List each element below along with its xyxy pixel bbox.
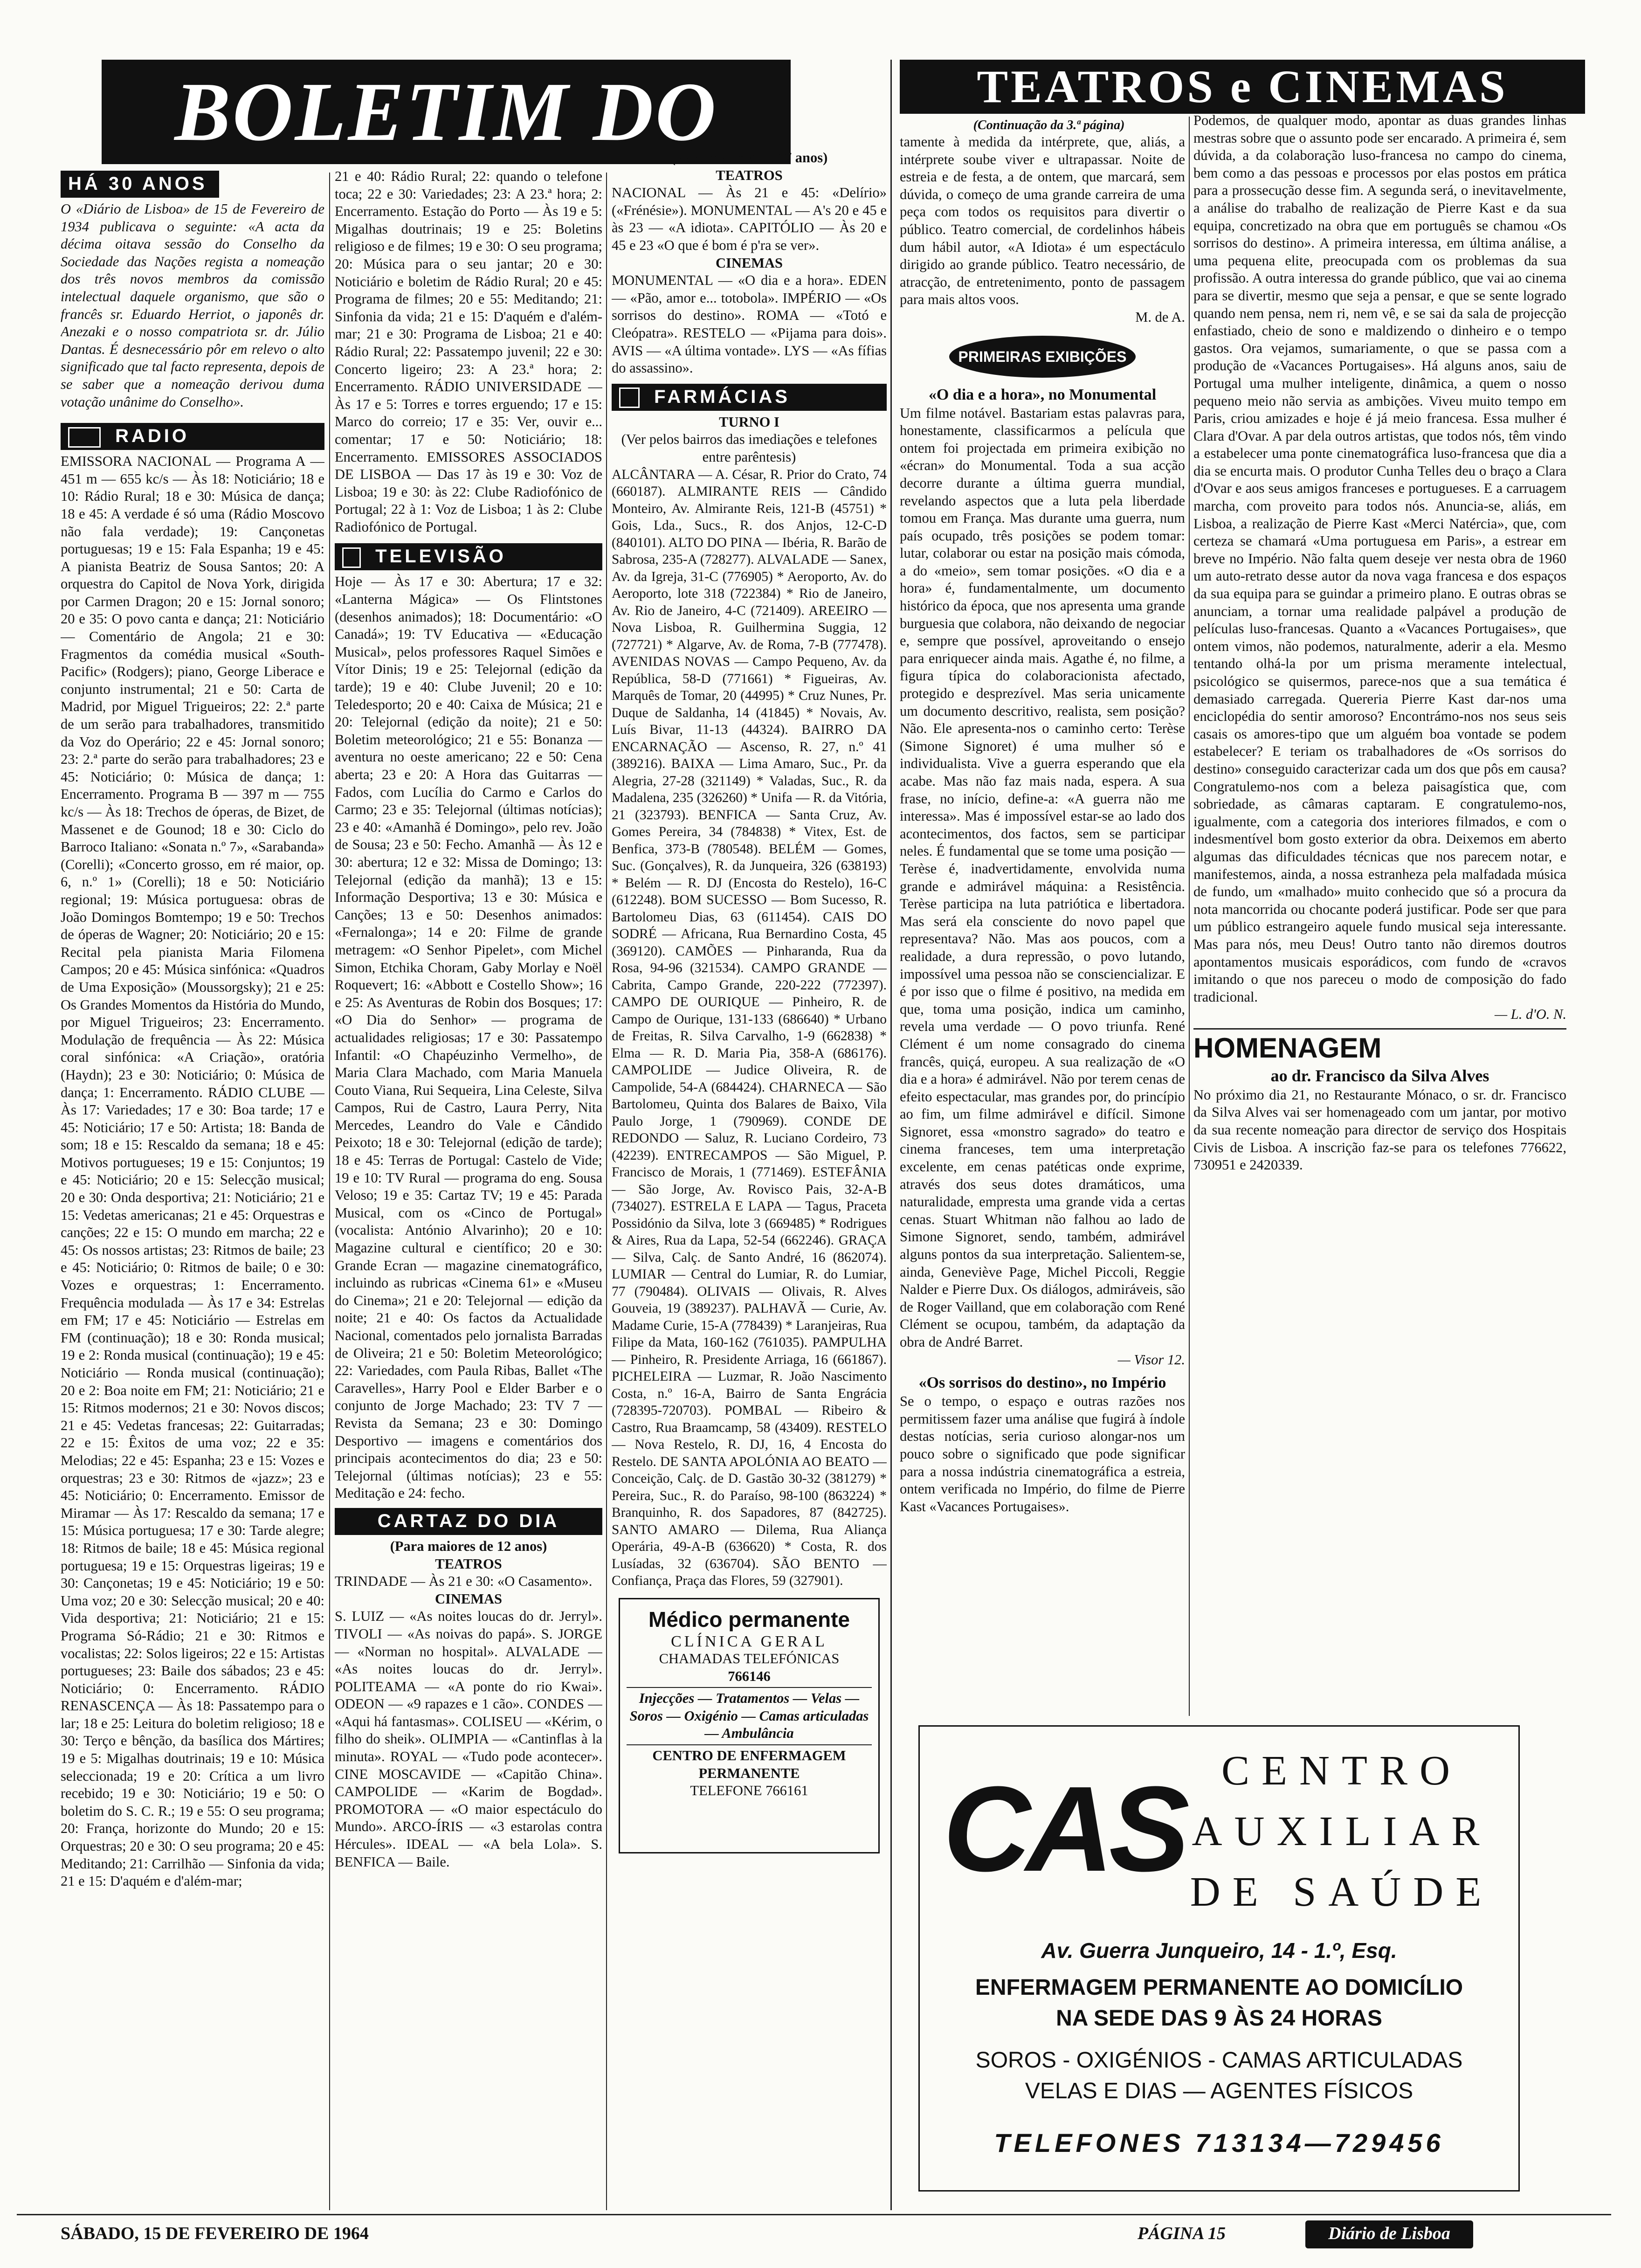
cas-line-2: AUXILIAR [1192, 1808, 1492, 1854]
medico-title: Médico permanente [648, 1607, 850, 1632]
column-5 [1193, 112, 1566, 1716]
medico-clinica: CLÍNICA GERAL [671, 1632, 827, 1650]
column-1 [61, 168, 324, 2210]
cas-address: Av. Guerra Junqueiro, 14 - 1.º, Esq. [1041, 1938, 1397, 1963]
footer-date: SÁBADO, 15 DE FEVEREIRO DE 1964 [61, 2224, 369, 2243]
televisao-header [335, 543, 602, 570]
tv-icon [342, 547, 361, 568]
medico-tel1: 766146 [728, 1668, 771, 1684]
farmacias-list: ALCÂNTARA — A. César, R. Prior do Crato, 74 (660187). ALMIRANTE REIS — Cândido Monteiro, Av. Almirante Reis, 121-B (45751) * Gois, Lda., Sucs., R. dos Anjos, 12-C-D (840101). ALTO DO PINA — Ibéria, R. Barão de Sabrosa, 235-A (728277). ALVALADE — Sanex, Av. da Igreja, 31-C (776905) * Aeroporto, Av. do Aeroporto, lote 318 (722384) * Rio de Janeiro, Av. Rio de Janeiro, 4-C (721409). AREEIRO — Nova Lisboa, R. Guilhermina Suggia, 12 (727721) * Algarve, Av. de Roma, 7-B (777478). AVENIDAS NOVAS — Campo Pequeno, Av. da República, 58-D (771661) * Figueiras, Av. Marquês de Tomar, 20 (44995) * Cruz Nunes, Pr. Duque de Saldanha, 14 (41845) * Novais, Av. Luís Bivar, 11-13 (44324). BAIRRO DA ENCARNAÇÃO — Ascenso, R. 27, n.º 41 (389216). BAIXA — Lima Amaro, Suc., Pr. da Alegria, 27-28 (321149) * Valadas, Suc., R. da Madalena, 235 (326260) * Unifa — R. da Vitória, 21 (323793). BENFICA — Santa Cruz, Av. Gomes Pereira, 34 (784838) * Vitex, Est. de Benfica, 373-B (780548). BELÉM — Gomes, Suc. (Gonçalves), R. da Junqueira, 326 (638193) * Belém — R. DJ (Encosta do Restelo), 16-C (612248). BOM SUCESSO — Bom Sucesso, R. Bartolomeu Dias, 63 (611454). CAIS DO SODRÉ — Africana, Rua Bernardino Costa, 45 (369120). CAMÕES — Pinharanda, Rua da Rosa, 94-96 (321534). CAMPO GRANDE — Cabrita, Campo Grande, 220-222 (772397). CAMPO DE OURIQUE — Pinheiro, R. de Campo de Ourique, 131-133 (686640) * Urbano de Freitas, R. Silva Carvalho, 1-9 (662838) * Elma — R. D. Maria Pia, 358-A (686176). CAMPOLIDE — Judice Oliveira, R. de Campolide, 54-A (684424). CHARNECA — São Bartolomeu, Quinta dos Balares de Baixo, Vila Paulo Jorge, 1 (790969). CONDE DE REDONDO — Saluz, R. Luciano Cordeiro, 73 (42239). ENTRECAMPOS — São Miguel, P. Francisco de Morais, 1 (771469). ESTEFÂNIA — São Jorge, Av. Rovisco Pais, 32-A-B (734027). ESTRELA E LAPA — Tagus, Praceta Possidónio da Silva, lote 3 (669485) * Rodrigues & Aires, Rua da Lapa, 52-54 (662246). GRAÇA — Silva, Calç. de Santo André, 16 (862074). LUMIAR — Central do Lumiar, R. do Lumiar, 77 (790484). OLIVAIS — Olivais, R. Alves Gouveia, 19 (389237). PALHAVÃ — Curie, Av. Madame Curie, 15-A (778439) * Laranjeiras, Rua Filipe da Mata, 160-162 (761035). PAMPULHA — Pinheiro, R. Presidente Arriaga, 16 (661867). PICHELEIRA — Luzmar, R. João Nascimento Costa, n.º 16-A, Bairro de Santa Engrácia (728395-720703). POMBAL — Ribeiro & Castro, Rua Braamcamp, 58 (43409). RESTELO — Nova Restelo, R. DJ, 16, 4 Encosta do Restelo. DE SANTA APOLÓNIA AO BEATO — Conceição, Calç. de D. Gastão 30-32 (381279) * Pereira, Suc., R. do Paraíso, 98-100 (863224) * Branquinho, R. dos Sapadores, 87 (842725). SANTO AMARO — Dilema, Rua Aliança Operária, 49-A-B (636620) * Costa, R. dos Lusíadas, 32 (636704). SÃO BENTO — Confiança, Praça das Flores, 59 (327901). [612, 467, 887, 1588]
cartaz-teatros: TRINDADE — Às 21 e 30: «O Casamento». [335, 1573, 593, 1590]
primeiras-sign-1: — Visor 12. [1117, 1351, 1185, 1368]
cas-serv-1: SOROS - OXIGÉNIOS - CAMAS ARTICULADAS [975, 2048, 1463, 2073]
ha30-text: O «Diário de Lisboa» de 15 de Fevereiro de 1934 publicava o seguinte: «A acta da décima oitava sessão do Conselho da Sociedade das Nações regista a nomeação dos três novos membros da comissão intelectual daquele organismo, que são o francês sr. Eduardo Herriot, o japonês dr. Anezaki e o nosso compatriota sr. dr. Júlio Dantas. É desnecessário pôr em relevo o alto significado que tal facto representa, depois de se saber que a nomeação derivou duma votação unânime do Conselho». [61, 201, 324, 410]
cas-enf-2: NA SEDE DAS 9 ÀS 24 HORAS [1056, 2006, 1382, 2031]
radio-icon [68, 427, 101, 448]
ha30-title: HÁ 30 ANOS [68, 173, 207, 194]
primeiras-title: PRIMEIRAS EXIBIÇÕES [958, 348, 1127, 365]
cartaz-title: CARTAZ DO DIA [377, 1510, 560, 1531]
cas-ad [918, 1725, 1520, 2192]
medico-servicos: Injecções — Tratamentos — Velas — Soros — Oxigénio — Camas articuladas — Ambulância [629, 1690, 869, 1742]
cas-enf-1: ENFERMAGEM PERMANENTE AO DOMICÍLIO [975, 1975, 1463, 2000]
ha30-header [61, 171, 219, 198]
pharmacy-icon [619, 387, 640, 408]
cas-telefones: TELEFONES 713134—729456 [994, 2128, 1444, 2157]
primeiras-body-1: Um filme notável. Bastariam estas palavras para, honestamente, classificarmos a película que ontem foi projectada em primeira exibição no «écran» do Monumental. Toda a sua acção decorre durante a última guerra mundial, revelando aspectos que a luta pela liberdade tomou em França. Mas durante uma guerra, num país ocupado, três posições se podem tomar: lutar, colaborar ou estar na posição mais cómoda, a do «meio», sem tomar posições. «O dia e a hora» é, fundamentalmente, um documento histórico da época, que nos apresenta uma grande burguesia que colabora, não deixando de negociar e, sempre que possível, aproveitando o ensejo para enriquecer ainda mais. Agathe é, no filme, a figura típica do colaboracionista afectado, protegido e desprezível. Mas seria unicamente um documento descritivo, realista, sem posição? Não. Ele apresenta-nos o caminho certo: Terèse (Simone Signoret) é uma mulher só e individualista. Vive a guerra esperando que ela acabe. Mas não faz mais nada, espera. A sua frase, no início, define-a: «A guerra não me interessa». Mas é impossível estar-se ao lado dos acontecimentos, dos factos, sem se participar neles. É fundamental que se tome uma posição — Terèse é, inadvertidamente, envolvida numa grande e admirável máquina: a Resistência. Terèse participa na luta patriótica e libertadora. Mas será ela consciente do novo papel que representava? Não. Mas aos poucos, com a realidade, a dura repressão, o povo lutando, impossível uma pessoa não se consciencializar. E é por isso que o filme é positivo, na medida em que, toma uma posição, indica um caminho, revela uma verdade — O povo triunfa. René Clément é um nome consagrado do cinema francês, quiçá, europeu. A sua realização de «O dia e a hora» é admirável. Não por terem cenas de efeito espectacular, mas grandes por, do princípio ao fim, um filme admirável e difícil. Simone Signoret, essa «monstro sagrado» do teatro e cinema franceses, tem uma interpretação excelente, em cenas patéticas onde exprime, através dos seus dotes dramáticos, uma naturalidade, empresta uma grande vida a certas cenas. Stuart Whitman não falhou ao lado de Simone Signoret, sendo, também, admirável alguns pontos da sua interpretação. Salientem-se, ainda, Geneviève Page, Michel Piccoli, Reggie Nalder e Pierre Dux. Os diálogos, admiráveis, são de Roger Vailland, que em colaboração com René Clément se ocupou, também, da adaptação da obra de André Barret. [900, 405, 1185, 1350]
column-2 [335, 168, 602, 2210]
c3-teatros-heading: TEATROS [716, 167, 783, 183]
c3-teatros: NACIONAL — Às 21 e 45: «Delírio» («Frénésie»). MONUMENTAL — A's 20 e 45 e às 23 — «A idiota». CAPITÓLIO — Às 20 e 45 e 23 «O que é bom é p'ra se ver». [612, 185, 887, 253]
column-3 [612, 149, 887, 2210]
primeiras-heading-1: «O dia e a hora», no Monumental [928, 386, 1157, 403]
c5-signature: — L. d'O. N. [1495, 1006, 1566, 1023]
boletim-title: BOLETIM DO [174, 65, 718, 158]
farmacias-title: FARMÁCIAS [654, 386, 790, 407]
boletim-masthead [102, 60, 791, 164]
homenagem-title: HOMENAGEM [1193, 1032, 1382, 1064]
column-4 [900, 133, 1185, 1719]
cartaz-cinemas-heading: CINEMAS [434, 1590, 503, 1607]
radio-header [61, 423, 324, 450]
cas-logo: CAS [943, 1762, 1185, 1897]
cas-line-3: DE SAÚDE [1190, 1869, 1494, 1915]
c4-signature: M. de A. [1135, 309, 1185, 325]
farmacias-turno: TURNO I [719, 414, 779, 430]
c3-cinemas-heading: CINEMAS [715, 255, 783, 271]
c5-text: Podemos, de qualquer modo, apontar as duas grandes linhas mestras sobre que o assunto pode ser encarado. A primeira é, sem dúvida, a da colaboração luso-francesa no campo do cinema, bem como a das pessoas e processos por elas postos em prática para a prossecução desse fim. A segunda será, o inevitavelmente, a análise do trabalho de realização de Pierre Kast e da sua equipa, concretizado na obra que em português se chamou «Os sorrisos do destino». A primeira interessa, em última análise, a uma pequena elite, preocupada com os problemas da sua profissão. A outra interessa do grande público, que vai ao cinema para se divertir, mesmo que seja a pensar, e que se sente logrado quando nem pensa, nem ri, nem vê, e se sai da sala de projecção enfastiado, cheio de sono e maldizendo o dinheiro e o tempo gastos. Ora vejamos, sumariamente, o que se passa com a produção de «Vacances Portugaises». Há alguns anos, saiu de Portugal uma mulher inteligente, dinâmica, a quem o nosso pequeno meio não servia as ambições. Viveu muito tempo em Paris, criou amizades e hoje é já meio francesa. Essa mulher é Clara d'Ovar. A par dela outros artistas, que todos nós, têm vindo a estabelecer uma ponte cinematográfica luso-francesa que dia a dia se encurta mais. O produtor Cunha Telles deu o braço a Clara d'Ovar e aos seus amigos franceses e portugueses. E a carruagem marcha, com proveito para todos nós. Anuncia-se, aliás, em Lisboa, a realização de Pierre Kast «Merci Natércia», que, com certeza se chamará «Uma portuguesa em Paris», a estrear em breve no Império. Não falta quem deseje ver nesta obra de 1960 um auto-retrato desse autor da nova vaga francesa e dos espaços da sua equipa para se guindar a primeiro plano. E outras obras se anunciam, a tornar uma realidade palpável a produção de películas luso-francesas. Quanto a «Vacances Portugaises», que ontem vimos, não podemos, naturalmente, aderir a ela. Mesmo tentando olhá-la por um prisma meramente intelectual, psicológico se quisermos, parece-nos que a sua temática é demasiado carregada. Quereria Pierre Kast dar-nos uma enciclopédia do sentir amoroso? Encontrámo-nos nos seus seis casais os amores-tipo que um alguém boa vontade se podem estabelecer? E teriam os trabalhadores de «Os sorrisos do destino» conseguido caracterizar cada um dos que pôs em causa? Congratulemo-nos com a beleza paisagística que, com sobriedade, as câmaras captaram. E congratulemo-nos, igualmente, com a categoria dos interiores filmados, e com o indesmentível bom gosto exterior da obra. Deixemos em aberto algumas das dificuldades técnicas que nos parecem notar, e manifestemos, ainda, a nossa estranheza pela malfadada música de fundo, um «malhado» muito conhecido que só a procura da nota mancorrida ou chocante poderá justificar. Pode ser que para um público estrangeiro aquele fundo musical seja interessante. Mas para nós, meu Deus! Outro tanto não diremos doutros apontamentos musicais esporádicos, com fundo de «cravos imitando o que nos pareceu o modo de composição do fado tradicional. [1193, 112, 1566, 1005]
cartaz-cinemas: S. LUIZ — «As noites loucas do dr. Jerryl». TIVOLI — «As noivas do papá». S. JORGE — «Norman no hospital». ALVALADE — «As noites loucas do dr. Jerryl». POLITEAMA — «A ponte do rio Kwai». ODEON — «9 rapazes e 1 cão». CONDES — «Aqui há fantasmas». COLISEU — «Kérim, o filho do sheik». OLIMPIA — «Cantinflas à la minuta». ROYAL — «Tudo pode acontecer». CINE MOSCAVIDE — «Capitão China». CAMPOLIDE — «Karim de Bogdad». PROMOTORA — «O maior espectáculo do Mundo». ARCO-ÍRIS — «3 estarolas contra Hércules». IDEAL — «A bela Lola». S. BENFICA — Baile. [335, 1608, 602, 1870]
cartaz-teatros-heading: TEATROS [435, 1556, 502, 1572]
primeiras-banner [949, 336, 1136, 378]
cartaz-subtitle: (Para maiores de 12 anos) [390, 1538, 547, 1554]
medico-tel2: TELEFONE 766161 [690, 1783, 808, 1799]
radio-title: RADIO [115, 426, 190, 447]
teatros-subtitle: (Continuação da 3.ª página) [973, 118, 1125, 132]
cas-line-1: CENTRO [1221, 1748, 1462, 1794]
footer-paper-name: Diário de Lisboa [1305, 2220, 1473, 2248]
radio-continued: 21 e 40: Rádio Rural; 22: quando o telefone toca; 22 e 30: Variedades; 23: A 23.ª hora; 2: Encerramento. Estação do Porto — Às 19 e 5: Migalhas doutrinais; 19 e 25: Boletins religioso e de filmes; 19 e 30: O seu programa; 20: Música para o seu jantar; 20 e 30: Noticiário e boletim de Rádio Rural; 20 e 45: Programa de filmes; 20 e 55: Meditando; 21: Sinfonia da vida; 21 e 15: D'aquém e d'além-mar; 21 e 30: Programa de Lisboa; 21 e 40: Rádio Rural; 22: Passatempo juvenil; 22 e 30: Concerto ligeiro; 23: A 23.ª hora; 2: Encerramento. RÁDIO UNIVERSIDADE — Às 17 e 5: Torres e torres erguendo; 17 e 15: Marco do correio; 17 e 35: Ver, ouvir e... comentar; 17 e 50: Noticiário; 18: Encerramento. EMISSORES ASSOCIADOS DE LISBOA — Das 17 às 19 e 30: Voz de Lisboa; 19 e 30: às 22: Clube Radiofónico de Portugal; 22 à 1: Voz de Lisboa; 1 às 2: Clube Radiofónico de Portugal. [335, 168, 602, 535]
teatros-masthead [900, 60, 1585, 114]
radio-text: EMISSORA NACIONAL — Programa A — 451 m — 655 kc/s — Às 18: Noticiário; 18 e 10: Rádio Rural; 18 e 30: Música de dança; 18 e 45: A verdade é só uma (Rádio Moscovo não fala verdade); 19: Cançonetas portuguesas; 19 e 15: Fala Espanha; 19 e 45: A pianista Beatriz de Sousa Santos; 20: A orquestra do Capitol de Nova York, dirigida por Carmen Dragon; 20 e 15: Jornal sonoro; 20 e 35: O povo canta e dança; 21: Noticiário — Comentário de Angola; 21 e 30: Fragmentos da comédia musical «South-Pacific» (Rodgers); piano, George Liberace e conjunto instrumental; 21 e 50: Carta de Madrid, por Miguel Trigueiros; 22: 2.ª parte de um serão para trabalhadores, transmitido da Voz do Operário; 22 e 45: Jornal sonoro; 23: 2.ª parte do serão para trabalhadores; 23 e 45: Noticiário; 0: Música de dança; 1: Encerramento. Programa B — 397 m — 755 kc/s — Às 18: Trechos de óperas, de Bizet, de Massenet e de Gounod; 18 e 30: Ciclo do Barroco Italiano: «Sonata n.º 7», «Sarabanda» (Corelli); «Concerto grosso, em ré maior, op. 6, n.º 1» (Corelli); 18 e 50: Noticiário regional; 19: Música portuguesa: obras de João Domingos Bomtempo; 19 e 50: Trechos de óperas de Wagner; 20: Noticiário; 20 e 15: Recital pela pianista Maria Filomena Campos; 20 e 45: Música sinfónica: «Quadros de Uma Exposição» (Moussorgsky); 21 e 25: Os Grandes Momentos da História do Mundo, por Miguel Trigueiros; 23: Encerramento. Modulação de frequência — Às 22: Música coral sinfónica: «A Criação», oratória (Haydn); 23 e 30: Noticiário; 0: Música de dança; 1: Encerramento. RÁDIO CLUBE — Às 17: Variedades; 17 e 30: Boa tarde; 17 e 45: Noticiário; 17 e 50: Artista; 18: Banda de som; 18 e 15: Rescaldo da semana; 18 e 45: Motivos portugueses; 19 e 15: Conjuntos; 19 e 45: Noticiário; 20 e 15: Selecção musical; 20 e 30: Onda desportiva; 21: Noticiário; 21 e 15: Vedetas americanas; 21 e 45: Orquestras e canções; 22 e 15: O mundo em marcha; 22 e 45: Os nossos artistas; 23: Ritmos de baile; 23 e 45: Noticiário; 0: Ritmos de baile; 0 e 30: Vozes e orquestras; 1: Encerramento. Frequência modulada — Às 17 e 34: Estrelas em FM; 17 e 45: Noticiário — Estrelas em FM (continuação); 18 e 30: Ronda musical; 19 e 2: Ronda musical (continuação); 19 e 45: Noticiário — Ronda musical (continuação); 20 e 2: Boa noite em FM; 21: Noticiário; 21 e 15: Ritmos modernos; 21 e 30: Novos discos; 21 e 45: Vedetas francesas; 22: Guitarradas; 22 e 15: Êxitos de uma voz; 22 e 35: Melodias; 22 e 45: Espanha; 23 e 15: Vozes e orquestras; 23 e 30: Ritmos de «jazz»; 23 e 45: Noticiário; 0: Encerramento. Emissor de Miramar — Às 17: Rescaldo da semana; 17 e 15: Música portuguesa; 17 e 30: Tarde alegre; 18: Ritmos de baile; 18 e 45: Música regional portuguesa; 19 e 15: Orquestras ligeiras; 19 e 30: Cançonetas; 19 e 45: Noticiário; 19 e 50: Uma voz; 20 e 30: Selecção musical; 20 e 40: Vida desportiva; 21: Noticiário; 21 e 15: Programa Só-Rádio; 21 e 30: Ritmos e vocalistas; 22: Solos ligeiros; 22 e 15: Artistas portugueses; 23: Baile dos sábados; 23 e 45: Noticiário; 0: Encerramento. RÁDIO RENASCENÇA — Às 18: Passatempo para o lar; 18 e 25: Leitura do boletim religioso; 18 e 30: Terço e bênção, da basílica dos Mártires; 19 e 5: Migalhas doutrinais; 19 e 10: Música seleccionada; 19 e 20: Crítica a um livro recebido; 19 e 30: Noticiário; 19 e 50: O boletim do S. C. R.; 19 e 55: O seu programa; 20: França, horizonte do Mundo; 20 e 15: Orquestras; 20 e 30: O seu programa; 20 e 45: Meditando; 21: Carrilhão — Sinfonia da vida; 21 e 15: D'aquém e d'além-mar; [61, 453, 324, 1889]
primeiras-heading-2: «Os sorrisos do destino», no Império [918, 1374, 1166, 1392]
footer-page: PÁGINA 15 [1138, 2224, 1226, 2243]
cartaz-header [335, 1508, 602, 1535]
c3-subtitle: (Para maiores de 17 anos) [670, 150, 828, 166]
medico-centro: CENTRO DE ENFERMAGEM PERMANENTE [652, 1748, 846, 1781]
farmacias-subtitle: (Ver pelos bairros das imediações e telefones entre parêntesis) [621, 431, 877, 465]
homenagem-text: No próximo dia 21, no Restaurante Mónaco, o sr. dr. Francisco da Silva Alves vai ser homenageado com um jantar, por motivo da sua recente nomeação para director de serviço dos Hospitais Civis de Lisboa. A inscrição faz-se para os telefones 776622, 730951 e 2420339. [1193, 1086, 1566, 1173]
primeiras-body-2: Se o tempo, o espaço e outras razões nos permitissem fazer uma análise que fugirá à índole destas notícias, seria curioso alongar-nos um pouco sobre o significado que pode significar para a nossa indústria cinematográfica a estreia, ontem verificada no Império, do filme de Pierre Kast «Vacances Portugaises». [900, 1393, 1185, 1514]
televisao-title: TELEVISÃO [375, 546, 506, 567]
c4-intro: tamente à medida da intérprete, que, aliás, a intérprete soube viver e ultrapassar. Noite de estreia e de festa, a de ontem, que marcará, sem dúvida, o começo de uma grande carreira de uma peça com todos os requisitos para divertir o público. Teatro comercial, de cordelinhos hábeis dum hábil autor, «A Idiota» é um espectáculo dirigido ao grande público. Teatro necessário, de atracção, de entretenimento, ponto de passagem para mais altos voos. [900, 134, 1185, 308]
cas-serv-2: VELAS E DIAS — AGENTES FÍSICOS [1025, 2079, 1413, 2103]
homenagem-subtitle: ao dr. Francisco da Silva Alves [1270, 1066, 1489, 1085]
televisao-text: Hoje — Às 17 e 30: Abertura; 17 e 32: «Lanterna Mágica» — Os Flintstones (desenhos animados); 18: Documentário: «O Canadá»; 19: TV Educativa — «Educação Musical», pelos professores Raquel Simões e Vítor Dinis; 19 e 25: Telejornal (edição da tarde); 19 e 40: Clube Juvenil; 20 e 10: Teledesporto; 20 e 40: Caixa de Música; 21 e 20: Telejornal (edição da noite); 21 e 50: Boletim meteorológico; 21 e 55: Bonanza — aventura no oeste americano; 22 e 50: Cena aberta; 23 e 20: A Hora das Guitarras — Fados, com Lucília do Carmo e Carlos do Carmo; 23 e 35: Telejornal (últimas notícias); 23 e 40: «Amanhã é Domingo», pelo rev. João de Sousa; 23 e 50: Fecho. Amanhã — Às 12 e 30: abertura; 12 e 32: Missa de Domingo; 13: Telejornal (edição da manhã); 13 e 15: Informação Desportiva; 13 e 30: Música e Canções; 13 e 50: Desenhos animados: «Fernalonga»; 14 e 20: Filme de grande metragem: «O Senhor Pipelet», com Michel Simon, Etchika Choram, Gaby Morlay e Noël Roquevert; 16: «Abbott e Costello Show»; 16 e 25: As Aventuras de Robin dos Bosques; 17: «O Dia do Senhor» — programa de actualidades religiosas; 17 e 30: Passatempo Infantil: «O Chapéuzinho Vermelho», de Maria Clara Machado, com Maria Manuela Couto Viana, Rui Sequeira, Lina Celeste, Silva Campos, Rui de Castro, Laura Perry, Nita Mercedes, Leandro do Vale e Cândido Peixoto; 18 e 30: Telejornal (edição de tarde); 18 e 45: Terras de Portugal: Castelo de Vide; 19 e 10: TV Rural — programa do eng. Sousa Veloso; 19 e 35: Cartaz TV; 19 e 45: Parada Musical, com os «Cinco de Portugal» (vocalista: António Alvarinho); 20 e 10: Magazine cultural e científico; 20 e 30: Grande Ecran — magazine cinematográfico, incluindo as rubricas «Cinema 61» e «Museu do Cinema»; 21 e 20: Telejornal — edição da noite; 21 e 40: Os factos da Actualidade Nacional, comentados pelo jornalista Barradas de Oliveira; 21 e 50: Boletim Meteorológico; 22: Variedades, com Paula Ribas, Ballet «The Caravelles», Harry Pool e Elder Barber e o conjunto de Jorge Machado; 23: TV 7 — Revista da Semana; 23 e 30: Domingo Desportivo — imagens e comentários dos principais acontecimentos do dia; 23 e 50: Telejornal (últimas notícias); 23 e 55: Meditação e 24: fecho. [335, 574, 602, 1501]
c3-cinemas: MONUMENTAL — «O dia e a hora». EDEN — «Pão, amor e... totobola». IMPÉRIO — «Os sorrisos do destino». ROMA — «Totó e Cleópatra». RESTELO — «Pijama para dois». AVIS — «A última vontade». LYS — «As fífias do assassino». [612, 272, 887, 376]
teatros-title: TEATROS e CINEMAS [977, 61, 1508, 112]
medico-chamadas: CHAMADAS TELEFÓNICAS [659, 1651, 840, 1667]
medico-ad [619, 1598, 880, 1853]
farmacias-header [612, 384, 887, 411]
